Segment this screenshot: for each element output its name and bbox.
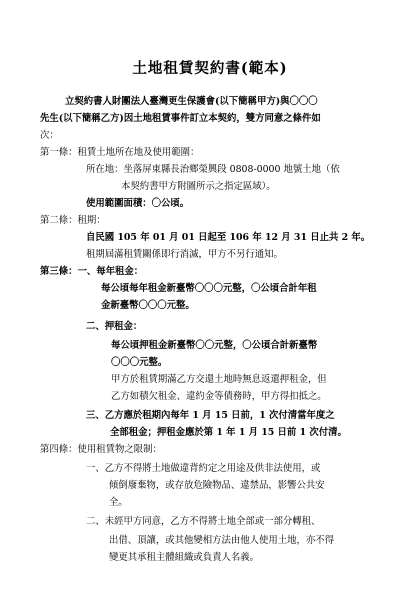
article4-item2-line-3: 變更其承租主體組織或負責人名義。 bbox=[109, 552, 260, 563]
article2-period: 自民國 105 年 01 月 01 日起至 106 年 12 月 31 日止共 2 年。 bbox=[86, 232, 371, 243]
article3-deposit-note-line-1: 甲方於租賃期滿乙方交還土地時無息返還押租金，但 bbox=[111, 374, 327, 385]
article2-heading: 第二條：租期： bbox=[40, 215, 106, 226]
preamble-line-3: 次： bbox=[40, 130, 59, 141]
article3-deposit-line-1: 每公頃押租金新臺幣〇〇元整，〇公頃合計新臺幣 bbox=[111, 340, 318, 351]
article2-note: 租期屆滿租賃關係即行消滅，甲方不另行通知。 bbox=[86, 249, 283, 260]
article4-item1-line-2: 傾倒廢棄物，或存放危險物品、違禁品，影響公共安 bbox=[109, 480, 325, 491]
article3-deposit-line-2: 〇〇〇元整。 bbox=[111, 357, 168, 368]
article3-heading: 第三條：一、每年租金： bbox=[40, 266, 144, 277]
article3-rent-line-2: 金新臺幣〇〇〇元整。 bbox=[101, 300, 195, 311]
article4-item1-line-1: 一、乙方不得將土地做違背約定之用途及供非法使用，或 bbox=[86, 463, 321, 474]
article3-deposit-note-line-2: 乙方如積欠租金、違約金等債務時，甲方得扣抵之。 bbox=[111, 391, 327, 402]
article4-item2-line-1: 二、未經甲方同意，乙方不得將土地全部或一部分轉租、 bbox=[86, 516, 321, 527]
article1-heading: 第一條：租賃土地所在地及使用範圍： bbox=[40, 147, 200, 158]
document-title: 土地租賃契約書(範本) bbox=[132, 60, 288, 77]
article4-heading: 第四條：使用租賃物之限制： bbox=[40, 444, 162, 455]
article4-item1-line-3: 全。 bbox=[109, 497, 128, 508]
preamble-line-1: 立契約書人財團法人臺灣更生保護會(以下簡稱甲方)與〇〇〇 bbox=[65, 96, 318, 107]
preamble-line-2: 先生(以下簡稱乙方)因土地租賃事件訂立本契約，雙方同意之條件如 bbox=[40, 113, 321, 124]
article3-payment-line-1: 三、乙方應於租期內每年 1 月 15 日前，1 次付清當年度之 bbox=[86, 410, 335, 421]
article3-rent-line-1: 每公頃每年租金新臺幣〇〇〇元整，〇公頃合計年租 bbox=[101, 283, 317, 294]
article1-location-line-1: 所在地：坐落屏東縣長治鄉榮興段 0808-0000 地號土地（依 bbox=[86, 164, 340, 175]
article3-deposit-heading: 二、押租金： bbox=[86, 321, 143, 332]
article1-location-line-2: 本契約書甲方附圖所示之指定區域）。 bbox=[121, 181, 276, 192]
article1-area: 使用範圍面積：〇公頃。 bbox=[86, 198, 190, 209]
article3-payment-line-2: 全部租金；押租金應於第 1 年 1 月 15 日前 1 次付清。 bbox=[110, 427, 347, 438]
article4-item2-line-2: 出借、頂讓，或其他變相方法由他人使用土地，亦不得 bbox=[109, 535, 335, 546]
